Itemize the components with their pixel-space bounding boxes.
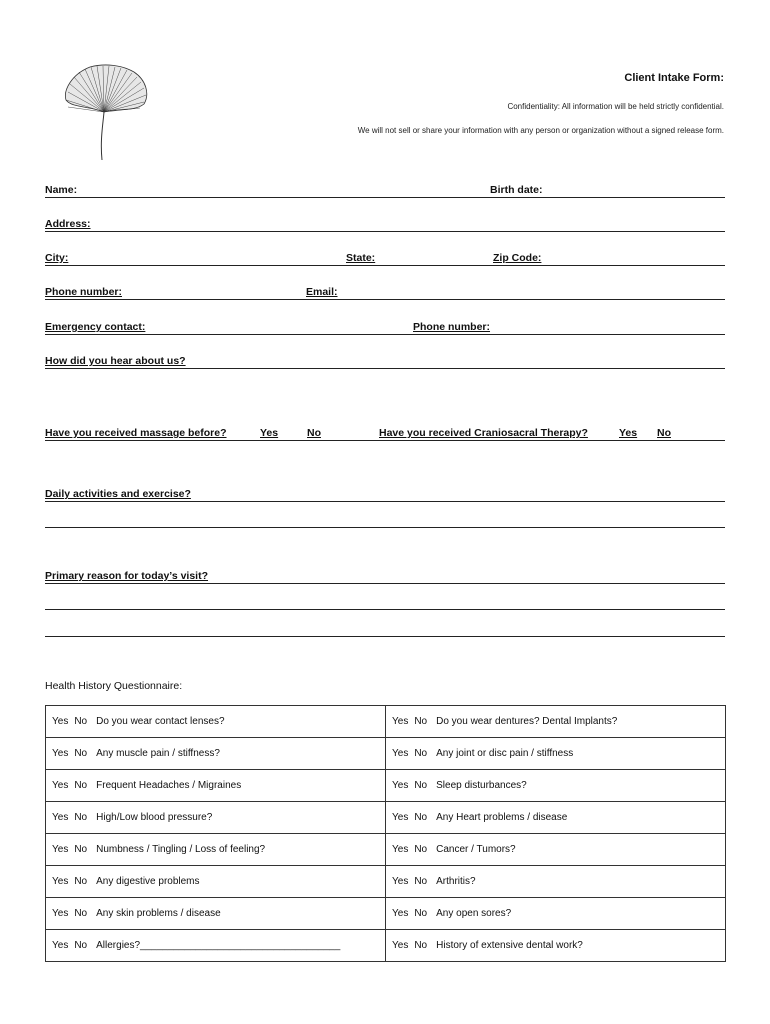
yes-option[interactable]: Yes [392, 876, 409, 887]
visit-reason-row [45, 569, 725, 584]
yes-option[interactable]: Yes [392, 748, 409, 759]
daily-activities-field[interactable] [200, 487, 729, 501]
visit-reason-field[interactable] [220, 569, 729, 583]
state-field[interactable] [385, 251, 489, 265]
emergency-row [45, 320, 725, 335]
yes-option[interactable]: Yes [52, 812, 69, 823]
name-row [45, 183, 725, 198]
craniosacral-no-option[interactable]: No [657, 427, 671, 439]
health-question-cell [46, 866, 386, 898]
zip-label: Zip Code: [493, 252, 542, 264]
no-option[interactable]: No [414, 844, 428, 855]
health-question-cell [386, 930, 726, 962]
no-option[interactable]: No [414, 908, 428, 919]
no-option[interactable]: No [74, 780, 88, 791]
no-option[interactable]: No [74, 908, 88, 919]
birth-date-label: Birth date: [490, 184, 543, 196]
health-question-text: Any digestive problems [96, 876, 200, 887]
no-option[interactable]: No [74, 812, 88, 823]
birth-date-field[interactable] [550, 183, 729, 197]
yes-option[interactable]: Yes [52, 716, 69, 727]
name-label: Name: [45, 184, 78, 196]
email-label: Email: [306, 286, 338, 298]
yes-option[interactable]: Yes [52, 876, 69, 887]
massage-no-option[interactable]: No [307, 427, 321, 439]
health-question-text: Sleep disturbances? [436, 780, 527, 791]
no-option[interactable]: No [414, 876, 428, 887]
daily-activities-label: Daily activities and exercise? [45, 488, 191, 500]
no-option[interactable]: No [74, 844, 88, 855]
health-question-cell [386, 738, 726, 770]
health-question-text: Any open sores? [436, 908, 512, 919]
no-option[interactable]: No [74, 876, 88, 887]
health-question-cell [46, 834, 386, 866]
health-question-text: Arthritis? [436, 876, 476, 887]
yes-option[interactable]: Yes [392, 780, 409, 791]
health-history-table [45, 705, 726, 962]
health-question-text: Do you wear dentures? Dental Implants? [436, 716, 618, 727]
ginkgo-leaf-logo [60, 62, 156, 166]
hear-about-field[interactable] [195, 354, 729, 368]
daily-activities-row [45, 487, 725, 502]
email-field[interactable] [345, 285, 729, 299]
craniosacral-yes-option[interactable]: Yes [619, 427, 638, 439]
form-title: Client Intake Form: [624, 72, 724, 84]
no-option[interactable]: No [414, 940, 428, 951]
health-question-cell [46, 898, 386, 930]
city-label: City: [45, 252, 69, 264]
health-question-cell [386, 866, 726, 898]
yes-option[interactable]: Yes [52, 908, 69, 919]
health-question-text: Do you wear contact lenses? [96, 716, 225, 727]
health-question-text: Frequent Headaches / Migraines [96, 780, 242, 791]
health-question-text: History of extensive dental work? [436, 940, 583, 951]
health-question-text: Any Heart problems / disease [436, 812, 568, 823]
health-question-text: Any muscle pain / stiffness? [96, 748, 220, 759]
yes-option[interactable]: Yes [52, 844, 69, 855]
no-option[interactable]: No [74, 716, 88, 727]
yes-option[interactable]: Yes [392, 812, 409, 823]
yes-option[interactable]: Yes [52, 940, 69, 951]
phone-row [45, 285, 725, 300]
yes-option[interactable]: Yes [392, 940, 409, 951]
yes-option[interactable]: Yes [392, 716, 409, 727]
health-question-cell [386, 770, 726, 802]
no-option[interactable]: No [414, 748, 428, 759]
table-row [46, 866, 726, 898]
health-question-text: Allergies?____________________________________ [96, 940, 341, 951]
daily-activities-extra-line[interactable] [45, 527, 725, 528]
health-question-text: Any joint or disc pain / stiffness [436, 748, 574, 759]
health-question-text: Any skin problems / disease [96, 908, 221, 919]
no-option[interactable]: No [74, 748, 88, 759]
visit-reason-label: Primary reason for today’s visit? [45, 570, 209, 582]
city-row [45, 251, 725, 266]
city-field[interactable] [75, 251, 344, 265]
health-question-text: High/Low blood pressure? [96, 812, 213, 823]
health-history-title: Health History Questionnaire: [45, 680, 183, 692]
health-question-cell [46, 770, 386, 802]
confidentiality-note: Confidentiality: All information will be held strictly confidential. [507, 102, 724, 111]
address-field[interactable] [95, 217, 729, 231]
table-row [46, 706, 726, 738]
health-question-cell [46, 738, 386, 770]
release-note: We will not sell or share your information with any person or organization without a signed release form. [357, 126, 724, 135]
massage-yes-option[interactable]: Yes [260, 427, 279, 439]
table-row [46, 738, 726, 770]
yes-option[interactable]: Yes [392, 908, 409, 919]
craniosacral-question-label: Have you received Craniosacral Therapy? [379, 427, 588, 439]
yes-option[interactable]: Yes [52, 780, 69, 791]
phone-label: Phone number: [45, 286, 123, 298]
health-question-text: Numbness / Tingling / Loss of feeling? [96, 844, 266, 855]
massage-question-label: Have you received massage before? [45, 427, 227, 439]
health-question-cell [386, 834, 726, 866]
health-question-cell [386, 706, 726, 738]
no-option[interactable]: No [74, 940, 88, 951]
address-label: Address: [45, 218, 91, 230]
emergency-contact-label: Emergency contact: [45, 321, 146, 333]
emergency-phone-label: Phone number: [413, 321, 491, 333]
address-row [45, 217, 725, 232]
emergency-phone-field[interactable] [500, 320, 729, 334]
no-option[interactable]: No [414, 780, 428, 791]
table-row [46, 834, 726, 866]
table-row [46, 898, 726, 930]
health-question-text: Cancer / Tumors? [436, 844, 516, 855]
health-question-cell [46, 802, 386, 834]
no-option[interactable]: No [414, 812, 428, 823]
hear-about-label: How did you hear about us? [45, 355, 186, 367]
visit-reason-extra-line-2[interactable] [45, 636, 725, 637]
emergency-contact-field[interactable] [155, 320, 414, 334]
zip-field[interactable] [550, 251, 729, 265]
therapy-history-row [45, 426, 725, 441]
name-field[interactable] [85, 183, 489, 197]
table-row [46, 770, 726, 802]
yes-option[interactable]: Yes [392, 844, 409, 855]
hear-about-row [45, 354, 725, 369]
health-question-cell [46, 706, 386, 738]
state-label: State: [346, 252, 376, 264]
visit-reason-extra-line-1[interactable] [45, 609, 725, 610]
table-row [46, 802, 726, 834]
health-question-cell [386, 898, 726, 930]
no-option[interactable]: No [414, 716, 428, 727]
yes-option[interactable]: Yes [52, 748, 69, 759]
health-question-cell [46, 930, 386, 962]
phone-field[interactable] [130, 285, 304, 299]
health-question-cell [386, 802, 726, 834]
table-row [46, 930, 726, 962]
